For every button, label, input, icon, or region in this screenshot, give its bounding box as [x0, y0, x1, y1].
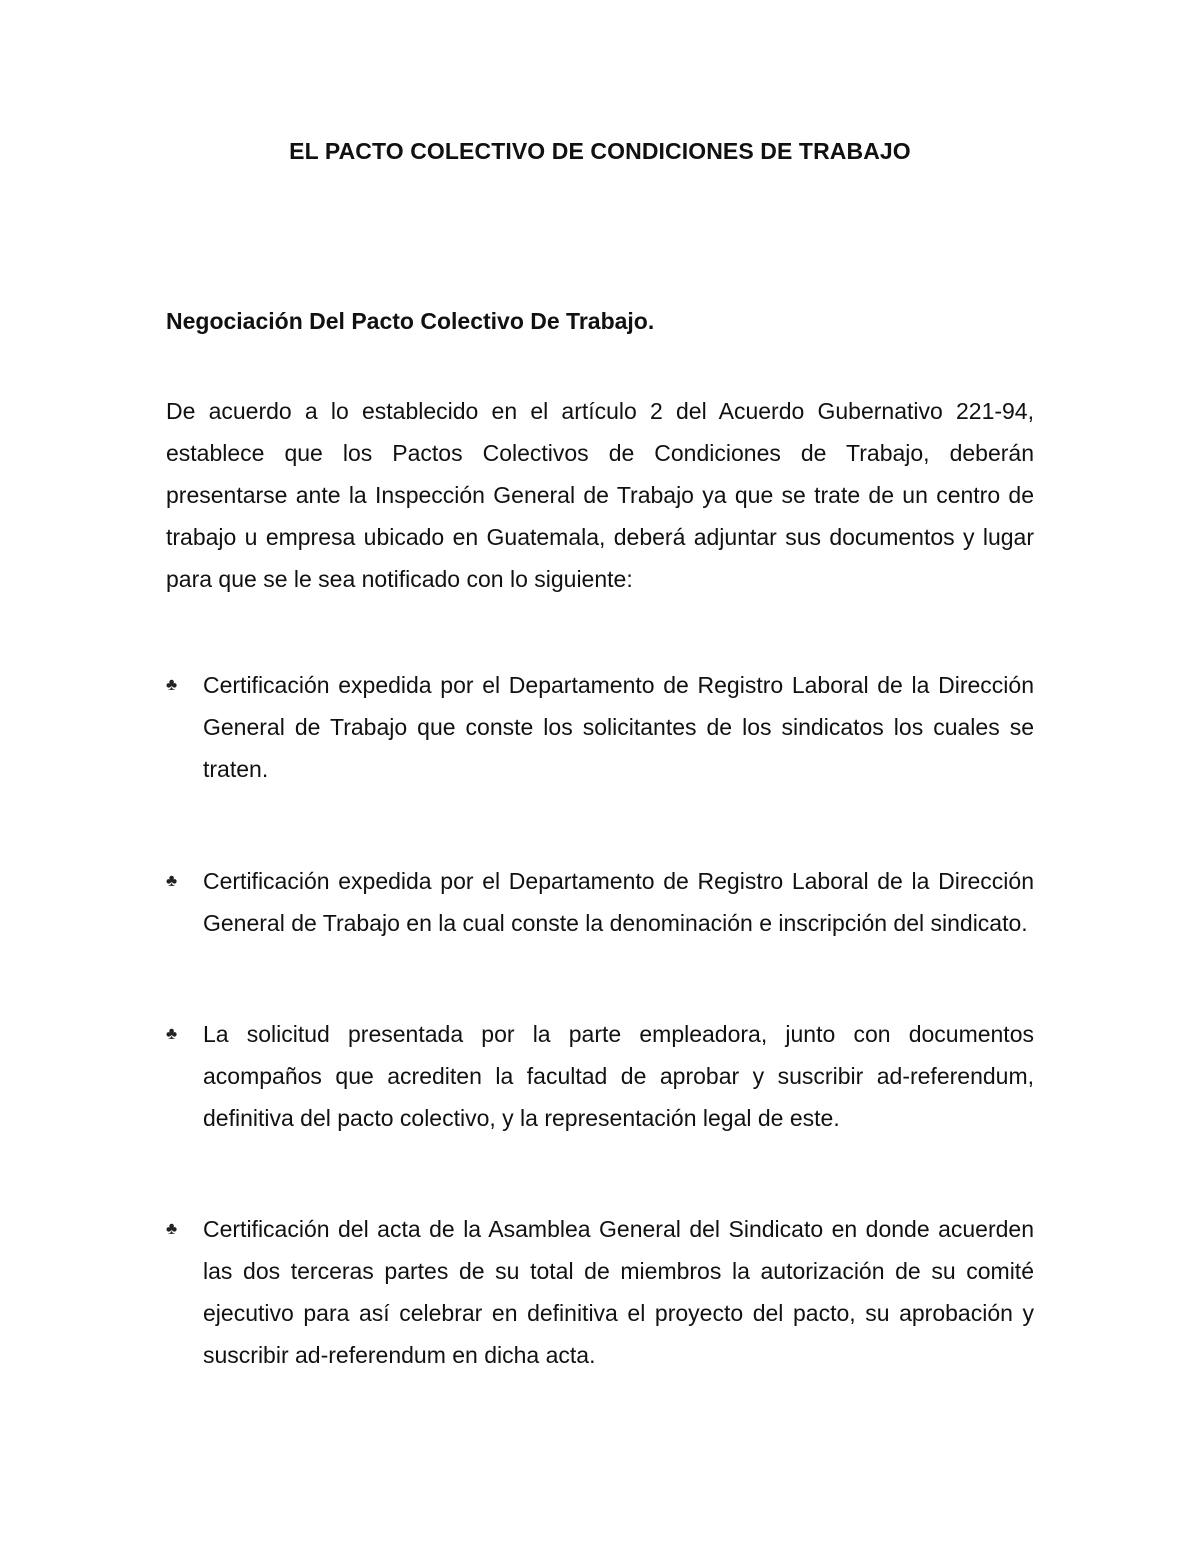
list-item-text: Certificación expedida por el Departamento de Registro Laboral de la Dirección General de Trabajo en la cual conste la denominación e inscripción del sindicato. — [203, 868, 1034, 936]
list-item-text: La solicitud presentada por la parte empleadora, junto con documentos acompaños que acrediten la facultad de aprobar y suscribir ad-referendum, definitiva del pacto colectivo, y la representación legal de este. — [203, 1021, 1034, 1131]
document-title: EL PACTO COLECTIVO DE CONDICIONES DE TRABAJO — [289, 138, 911, 164]
club-icon: ♣ — [166, 1219, 178, 1238]
section-heading: Negociación Del Pacto Colectivo De Trabajo. — [166, 308, 655, 334]
club-icon: ♣ — [166, 675, 178, 694]
club-icon: ♣ — [166, 871, 178, 890]
list-item-text: Certificación del acta de la Asamblea General del Sindicato en donde acuerden las dos terceras partes de su total de miembros la autorización de su comité ejecutivo para así celebrar en definitiva el proyecto del pacto, su aprobación y suscribir ad-referendum en dicha acta. — [203, 1216, 1034, 1368]
list-item-text: Certificación expedida por el Departamento de Registro Laboral de la Dirección General de Trabajo que conste los solicitantes de los sindicatos los cuales se traten. — [203, 672, 1034, 782]
intro-paragraph: De acuerdo a lo establecido en el artículo 2 del Acuerdo Gubernativo 221-94, establece que los Pactos Colectivos de Condiciones de Trabajo, deberán presentarse ante la Inspección General de Trabajo ya que se trate de un centro de trabajo u empresa ubicado en Guatemala, deberá adjuntar sus documentos y lugar para que se le sea notificado con lo siguiente: — [166, 398, 1034, 592]
club-icon: ♣ — [166, 1024, 178, 1043]
